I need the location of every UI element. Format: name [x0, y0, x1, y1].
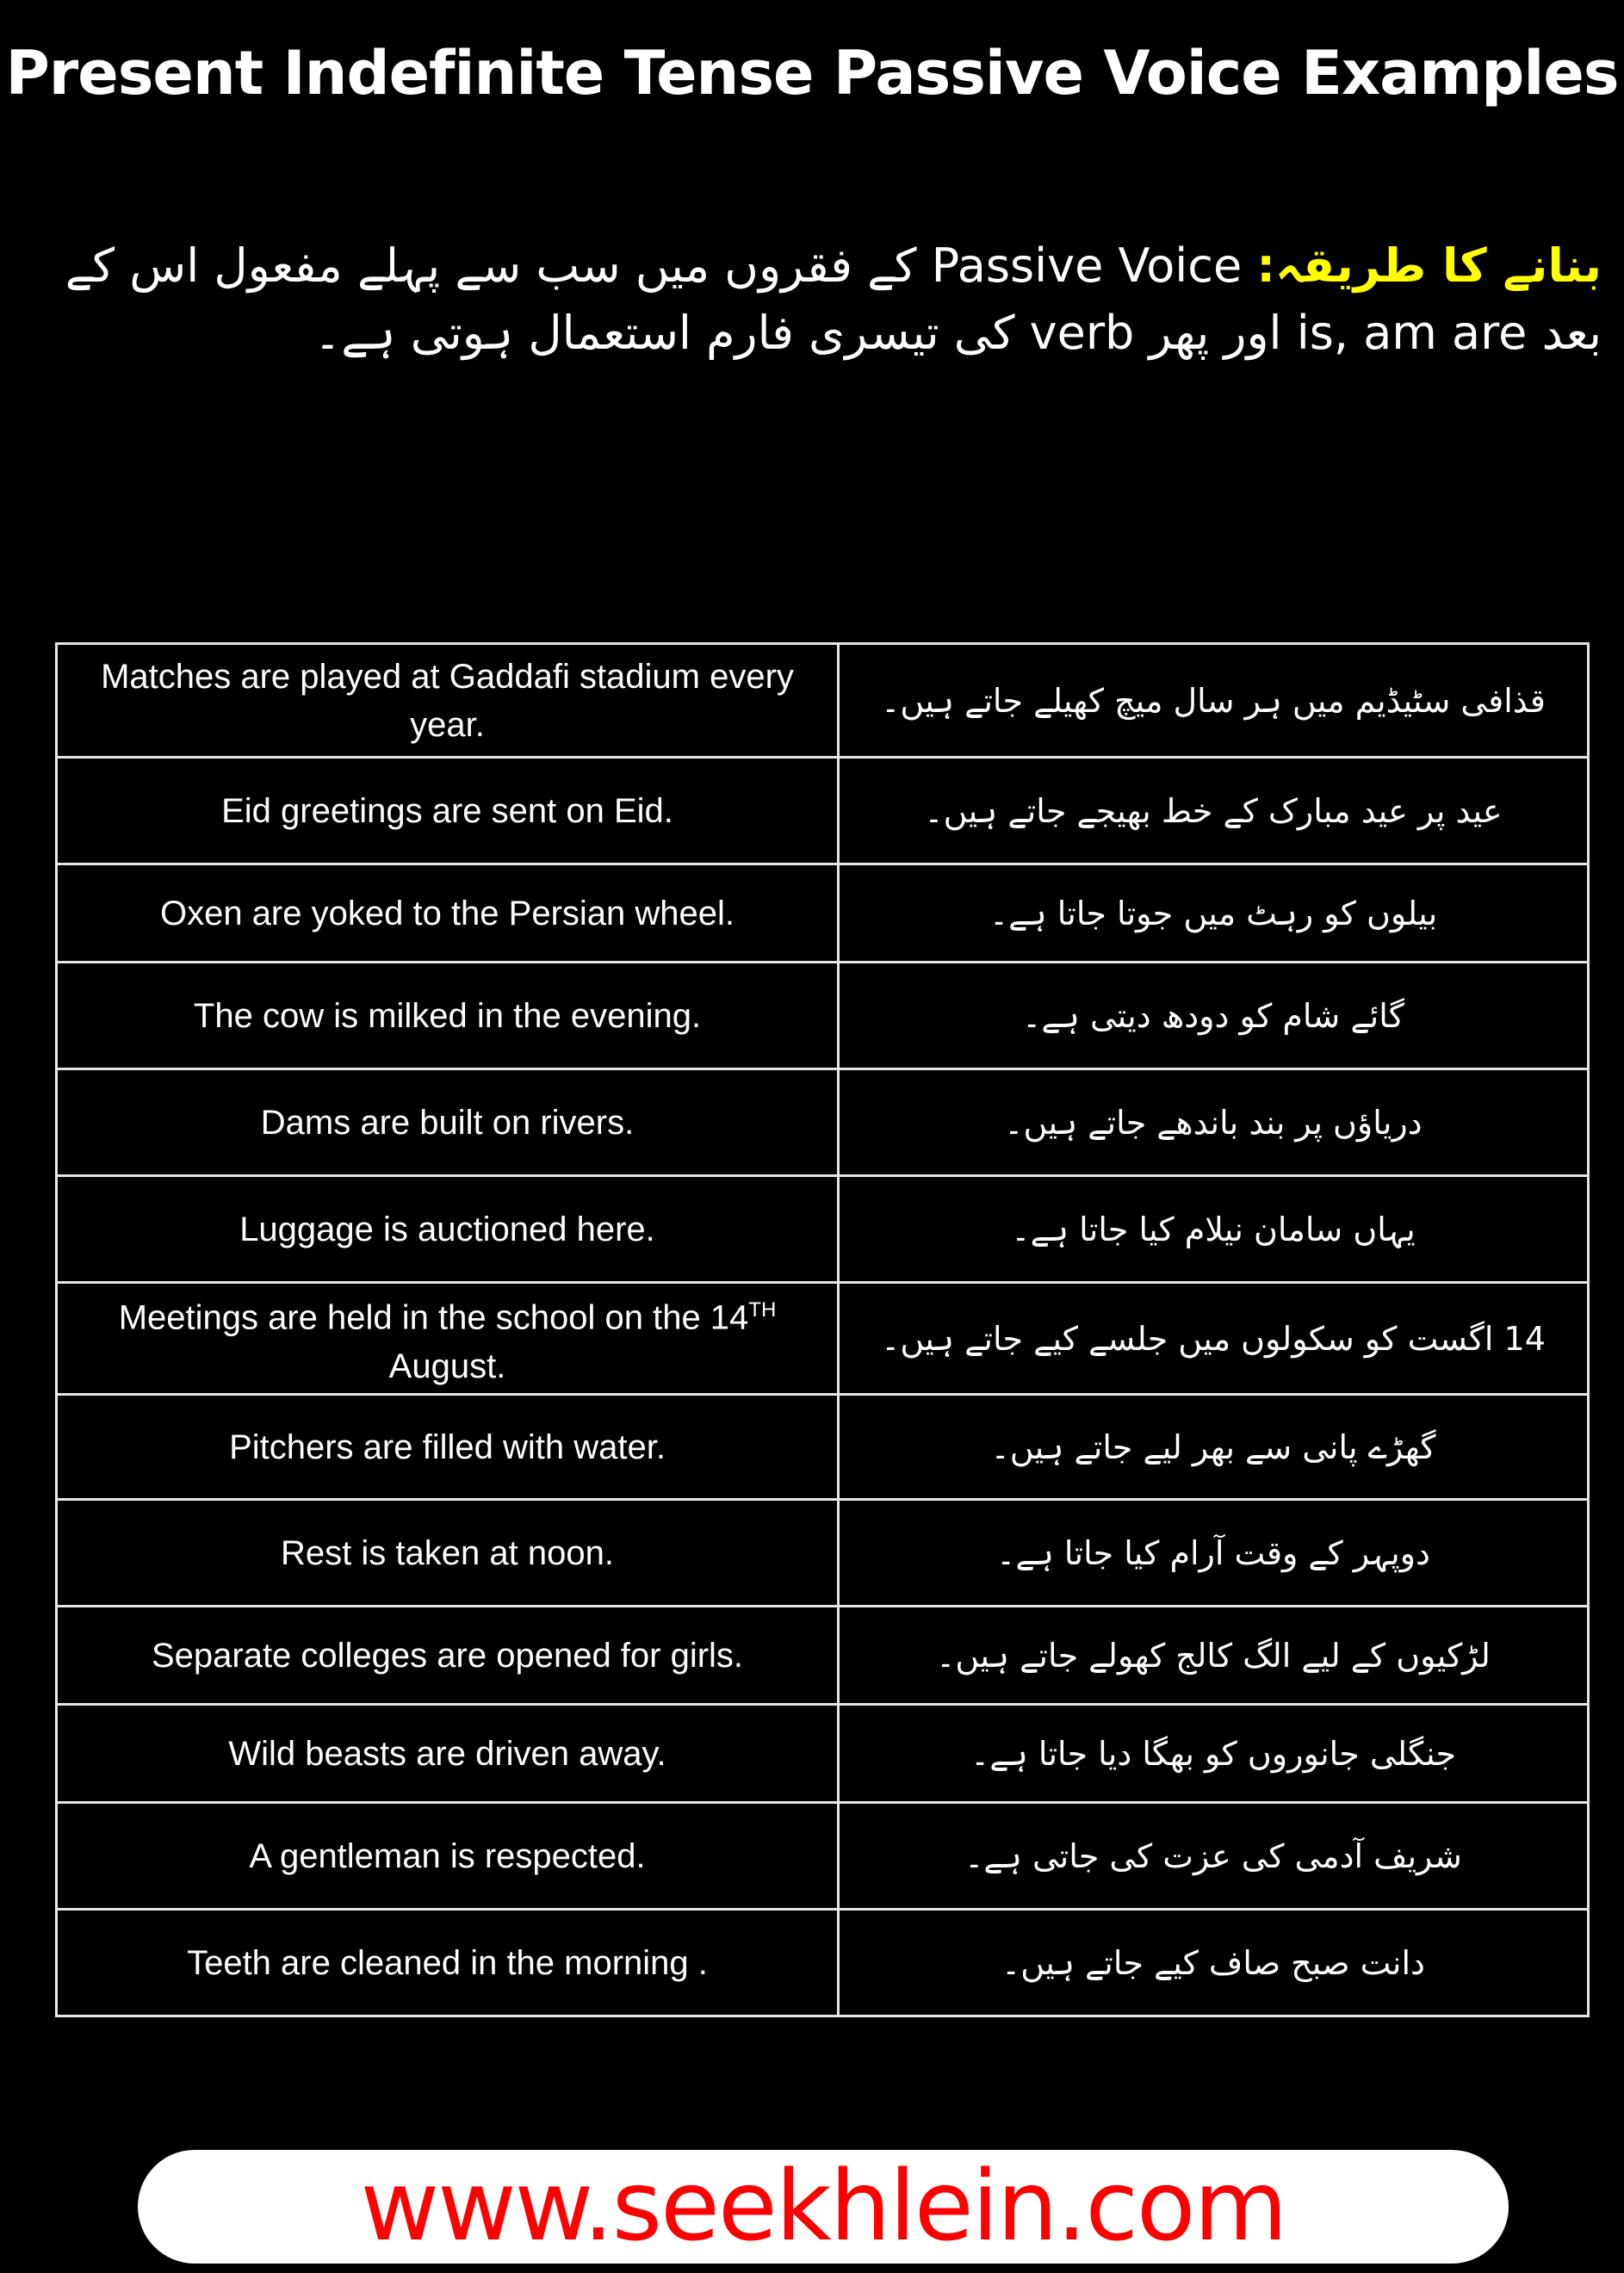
english-sentence: [57, 1500, 839, 1607]
english-text: Luggage is auctioned here.: [239, 1210, 655, 1248]
urdu-translation: 14 اگست کو سکولوں میں جلسے کیے جاتے ہیں۔: [839, 1283, 1589, 1395]
urdu-translation: دانت صبح صاف کیے جاتے ہیں۔: [839, 1910, 1589, 2016]
english-sentence: [57, 1910, 839, 2016]
urdu-translation: قذافی سٹیڈیم میں ہر سال میچ کھیلے جاتے ہیں۔: [839, 644, 1589, 758]
urdu-translation: بیلوں کو رہٹ میں جوتا جاتا ہے۔: [839, 864, 1589, 963]
english-text: Separate colleges are opened for girls.: [151, 1636, 744, 1675]
urdu-translation: یہاں سامان نیلام کیا جاتا ہے۔: [839, 1176, 1589, 1283]
table-row: [57, 1069, 1589, 1176]
english-text: Matches are played at Gaddafi stadium every year.: [101, 657, 794, 744]
table-row: [57, 1607, 1589, 1705]
table-row: [57, 758, 1589, 864]
urdu-translation: لڑکیوں کے لیے الگ کالج کھولے جاتے ہیں۔: [839, 1607, 1589, 1705]
english-sentence: [57, 1705, 839, 1803]
english-sentence: [57, 1607, 839, 1705]
table-row: [57, 1395, 1589, 1500]
urdu-translation: عید پر عید مبارک کے خط بھیجے جاتے ہیں۔: [839, 758, 1589, 864]
urdu-translation: دوپہر کے وقت آرام کیا جاتا ہے۔: [839, 1500, 1589, 1607]
examples-table: [55, 642, 1590, 2017]
website-link[interactable]: www.seekhlein.com: [360, 2151, 1286, 2263]
urdu-translation: شریف آدمی کی عزت کی جاتی ہے۔: [839, 1803, 1589, 1910]
english-text: The cow is milked in the evening.: [193, 996, 702, 1035]
english-text: Wild beasts are driven away.: [228, 1734, 666, 1773]
table-row: [57, 864, 1589, 963]
table-row: [57, 644, 1589, 758]
english-text: Rest is taken at noon.: [281, 1533, 614, 1572]
urdu-translation: گھڑے پانی سے بھر لیے جاتے ہیں۔: [839, 1395, 1589, 1500]
english-text: August.: [388, 1347, 506, 1385]
english-sentence: [57, 758, 839, 864]
website-banner[interactable]: [138, 2150, 1509, 2264]
method-label: بنانے کا طریقہ:: [1256, 238, 1602, 293]
english-text: Meetings are held in the school on the 14: [118, 1298, 749, 1337]
english-text: A gentleman is respected.: [249, 1836, 646, 1875]
method-text: کے فقروں میں سب سے پہلے مفعول اس کے بعد: [65, 238, 1602, 360]
english-text: Teeth are cleaned in the morning .: [187, 1943, 708, 1982]
english-sentence: [57, 864, 839, 963]
english-sentence: [57, 1803, 839, 1910]
table-row: [57, 1803, 1589, 1910]
table-row: [57, 1910, 1589, 2016]
english-sentence: [57, 1176, 839, 1283]
english-sentence: [57, 963, 839, 1069]
table-row: [57, 963, 1589, 1069]
english-text: Pitchers are filled with water.: [229, 1428, 666, 1466]
method-text: اور پھر: [1149, 306, 1282, 360]
urdu-translation: جنگلی جانوروں کو بھگا دیا جاتا ہے۔: [839, 1705, 1589, 1803]
table-row: [57, 1283, 1589, 1395]
english-text: Oxen are yoked to the Persian wheel.: [159, 894, 735, 932]
urdu-translation: گائے شام کو دودھ دیتی ہے۔: [839, 963, 1589, 1069]
english-sentence: [57, 1283, 839, 1395]
method-text: کی تیسری فارم استعمال ہوتی ہے۔: [313, 306, 1015, 360]
english-text: Eid greetings are sent on Eid.: [221, 791, 673, 830]
table-row: [57, 1705, 1589, 1803]
page-title: Present Indefinite Tense Passive Voice Examples: [5, 38, 1619, 108]
english-sentence: [57, 1069, 839, 1176]
method-term-helping-verbs: is, am are: [1296, 306, 1528, 360]
ordinal-suffix: TH: [748, 1298, 777, 1322]
english-text: Dams are built on rivers.: [260, 1103, 635, 1142]
method-explanation: [52, 232, 1602, 367]
method-term-passive-voice: Passive Voice: [931, 238, 1243, 293]
table-row: [57, 1500, 1589, 1607]
urdu-translation: دریاؤں پر بند باندھے جاتے ہیں۔: [839, 1069, 1589, 1176]
english-sentence: [57, 644, 839, 758]
method-term-verb: verb: [1029, 306, 1135, 360]
table-row: [57, 1176, 1589, 1283]
english-sentence: [57, 1395, 839, 1500]
